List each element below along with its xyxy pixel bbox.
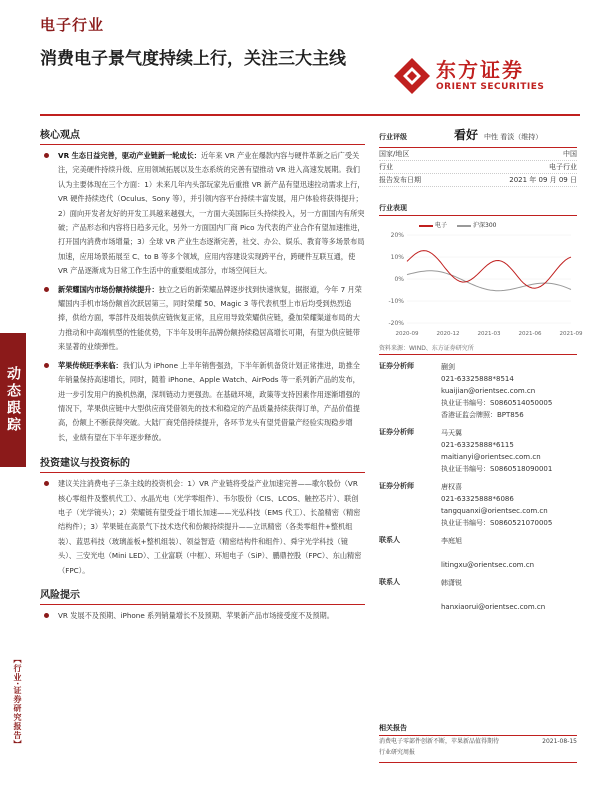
analyst-line: 021-63325888*6115 bbox=[441, 441, 514, 449]
x-tick-label: 2020-09 bbox=[395, 331, 419, 337]
info-key: 行业 bbox=[379, 163, 393, 171]
legend-item bbox=[457, 220, 496, 229]
related-item[interactable] bbox=[379, 747, 577, 758]
side-tab: 动态跟踪 bbox=[0, 333, 26, 467]
analyst-role: 证券分析师 bbox=[379, 428, 414, 436]
paragraph bbox=[40, 477, 365, 578]
analyst-entry bbox=[379, 535, 577, 571]
series-line-electronics bbox=[407, 251, 571, 289]
analyst-email-link[interactable]: maitianyi@orientsec.com.cn bbox=[441, 453, 541, 461]
paragraph bbox=[40, 609, 365, 623]
info-key: 报告发布日期 bbox=[379, 176, 421, 184]
x-tick-label: 2021-09 bbox=[559, 331, 583, 337]
analyst-email-link[interactable]: litingxu@orientsec.com.cn bbox=[441, 561, 535, 569]
analyst-entry bbox=[379, 361, 577, 421]
info-value: 2021 年 09 月 09 日 bbox=[509, 176, 577, 184]
rating-extra: 中性 看淡（维持） bbox=[484, 133, 543, 141]
paragraph-body: VR 发展不及预期、iPhone 系列销量增长不及预期、苹果新产品市场接受度不及预期。 bbox=[58, 610, 334, 620]
analyst-entry bbox=[379, 577, 577, 613]
y-tick-label: 10% bbox=[390, 254, 404, 261]
analyst-line: 唐权喜 bbox=[441, 483, 462, 491]
legend-item bbox=[419, 220, 447, 229]
analyst-details bbox=[441, 577, 545, 613]
analyst-line: 执业证书编号：S0860521070005 bbox=[441, 519, 553, 527]
header-divider bbox=[40, 114, 580, 116]
logo-text-en: ORIENT SECURITIES bbox=[436, 82, 545, 92]
related-title: 相关报告 bbox=[379, 723, 577, 736]
logo-text-cn: 东方证券 bbox=[436, 58, 524, 82]
analyst-details bbox=[441, 427, 552, 475]
paragraph-lead: VR 生态日益完善，驱动产业链新一轮成长： bbox=[58, 151, 201, 160]
analyst-email-link[interactable]: kuaijian@orientsec.com.cn bbox=[441, 387, 536, 395]
chart-legend bbox=[419, 220, 577, 229]
related-divider bbox=[379, 762, 577, 763]
analyst-details bbox=[441, 535, 534, 571]
analyst-line: 021-63325888*6086 bbox=[441, 495, 514, 503]
analyst-line bbox=[441, 547, 534, 559]
orient-securities-logo bbox=[392, 48, 572, 106]
analyst-line: 执业证书编号：S0860518090001 bbox=[441, 465, 553, 473]
analyst-details bbox=[441, 361, 552, 421]
main-column bbox=[40, 122, 365, 623]
side-footer: 【行业·证券研究报告】 bbox=[13, 655, 22, 750]
x-tick-label: 2021-06 bbox=[518, 331, 542, 337]
analyst-line bbox=[441, 589, 545, 601]
analyst-line: 李庭旭 bbox=[441, 537, 462, 545]
y-tick-label: 0% bbox=[394, 276, 404, 283]
related-item-date: 2021-08-15 bbox=[542, 738, 577, 745]
x-tick-label: 2021-03 bbox=[477, 331, 501, 337]
info-key: 国家/地区 bbox=[379, 150, 410, 158]
info-value: 电子行业 bbox=[549, 163, 577, 171]
legend-swatch-icon bbox=[457, 225, 471, 227]
investment-heading: 投资建议与投资标的 bbox=[40, 450, 365, 473]
related-item-name: 消费电子零部件创新不断，苹果新品值得期待 bbox=[379, 738, 500, 745]
analyst-line: 马天翼 bbox=[441, 429, 462, 437]
paragraph-lead: 苹果传统旺季来临： bbox=[58, 360, 123, 370]
paragraph-body: 我们认为 iPhone 上半年销售强劲，下半年新机备货计划正常推进，助推全年销量保持高速增长，同时，随着 iPhone、Apple Watch、AirPods 等一系列新产品的发布，进一步引发用户的换机热潮，深圳链动力更强劲。在基础环境，政策等支持因素作用逐渐增强的情况下，苹果供应链中大型供应商凭借领先的技术和稳定的产品质量持续获得订单，产品价值提高，份额上不断获得突破。大陆厂商凭借持续提升，各环节龙头有望凭借量产经验实现稳步增长，业绩有望在下半年逐步释放。 bbox=[58, 360, 360, 442]
analyst-role: 证券分析师 bbox=[379, 362, 414, 370]
related-item[interactable] bbox=[379, 736, 577, 747]
rating-label: 行业评级 bbox=[379, 133, 407, 141]
analyst-entry bbox=[379, 481, 577, 529]
rating-row bbox=[379, 122, 577, 148]
report-title: 消费电子景气度持续上行，关注三大主线 bbox=[40, 49, 346, 69]
related-reports bbox=[379, 723, 577, 763]
analyst-entry bbox=[379, 427, 577, 475]
y-tick-label: 20% bbox=[390, 232, 404, 239]
paragraph bbox=[40, 283, 365, 355]
legend-label: 电子 bbox=[435, 222, 448, 229]
analyst-line: 执业证书编号：S0860514050005 bbox=[441, 399, 553, 407]
analyst-list bbox=[379, 361, 577, 613]
paragraph-lead: 新荣耀国内市场份额持续提升： bbox=[58, 284, 159, 294]
logo-mark-icon bbox=[392, 56, 432, 96]
y-tick-label: -10% bbox=[388, 298, 404, 305]
analyst-line: 蒯剑 bbox=[441, 363, 455, 371]
analyst-role: 联系人 bbox=[379, 578, 400, 586]
analyst-line: 韩潇锐 bbox=[441, 579, 462, 587]
bullet-icon bbox=[44, 363, 49, 368]
paragraph-body: 建议关注消费电子三条主线的投资机会：1）VR 产业链将受益产业加速完善——歌尔股份（VR 核心零组件及整机代工）、水晶光电（光学零组件）、韦尔股份（CIS、LCOS、触控芯片）、联创电子（光学镜头）；2）荣耀链有望受益于增长加速——光弘科技（EMS 代工）、长盈精密（精密结构件）；3）苹果链在高景气下技术迭代和份额持续提升——立讯精密（各类零组件+整机组装）、蓝思科技（玻璃盖板+整机组装）、领益智造（精密结构件和组件）、舜宇光学科技（镜头）、三安光电（Mini LED）、工业富联（中框）、环旭电子（SiP）、鹏鼎控股（FPC）、东山精密（FPC）。 bbox=[58, 479, 362, 575]
sector-label: 电子行业 bbox=[40, 16, 105, 34]
info-row bbox=[379, 148, 577, 161]
bullet-icon bbox=[44, 481, 49, 486]
chart-title: 行业表现 bbox=[379, 203, 577, 216]
bullet-icon bbox=[44, 153, 49, 158]
legend-label: 沪深300 bbox=[473, 222, 497, 229]
x-tick-label: 2020-12 bbox=[436, 331, 460, 337]
analyst-role: 证券分析师 bbox=[379, 482, 414, 490]
analyst-role: 联系人 bbox=[379, 536, 400, 544]
analyst-email-link[interactable]: hanxiaorui@orientsec.com.cn bbox=[441, 603, 546, 611]
paragraph bbox=[40, 359, 365, 445]
chart-source: 资料来源：WIND、东方证券研究所 bbox=[379, 343, 577, 355]
core-views-heading: 核心观点 bbox=[40, 122, 365, 145]
performance-chart bbox=[379, 229, 583, 339]
risk-heading: 风险提示 bbox=[40, 582, 365, 605]
paragraph bbox=[40, 149, 365, 279]
analyst-email-link[interactable]: tangquanxi@orientsec.com.cn bbox=[441, 507, 548, 515]
paragraph-body: 近年来 VR 产业在爆款内容与硬件革新之后广受关注，完美硬件持续升级、应用领域拓展以及生态系统的完善有望推动 VR 进入高速发展期。我们认为主要体现在三个方面：1）未来几年内头部玩家先后重推 VR 新产品有望迅速拉动需求上行，VR 硬件持续迭代（Oculus、Sony 等），并引领内容平台持续丰富发展，用户体验将获得提升；2）面向开发者友好的开发工具越来越强大，一方面大美国际巨头持续投入，另一方面国内有所突破；产品形态和内容将日趋多元化，另外一方面国内厂商 Pico 为代表的产业合作有望加速推进，打开国内消费市场增量；3）全球 VR 产业生态逐渐完善，社交、办公、娱乐、教育等多场景布局加速，应用场景拓展至 C、to B 等多个领域，应用内容建设实现跨平台，跨硬件互联互通，使 VR 产品逐渐成为日常工作生活中的重要组成部分，市场空间巨大。 bbox=[58, 151, 365, 276]
analyst-line: 021-63325888*8514 bbox=[441, 375, 514, 383]
sidebar bbox=[379, 122, 583, 613]
legend-swatch-icon bbox=[419, 225, 433, 227]
bullet-icon bbox=[44, 613, 49, 618]
info-value: 中国 bbox=[563, 150, 577, 158]
paragraph-body: 独立之后的新荣耀品牌逐步找到快速恢复，据报道，今年 7 月荣耀国内手机市场份额首次跃居第三，同时荣耀 50、Magic 3 等代表机型上市后均受到热烈追捧，供给方面，零部件及组装供应链恢复正常，且应用导致荣耀供应链，叠加荣耀渠道布局的大力推动和中高端机型的性能优势，下半年及明年品牌份额持续稳居高增长可期，有望为供应链带来显著的业绩弹性。 bbox=[58, 284, 362, 352]
analyst-details bbox=[441, 481, 552, 529]
rating-value: 看好 bbox=[454, 128, 479, 142]
bullet-icon bbox=[44, 287, 49, 292]
info-row bbox=[379, 174, 577, 187]
series-line-hs300 bbox=[407, 271, 571, 291]
y-tick-label: -20% bbox=[388, 320, 404, 327]
info-row bbox=[379, 161, 577, 174]
analyst-line: 香港证监会牌照：BPT856 bbox=[441, 411, 524, 419]
related-item-name: 行业研究周报 bbox=[379, 749, 416, 756]
